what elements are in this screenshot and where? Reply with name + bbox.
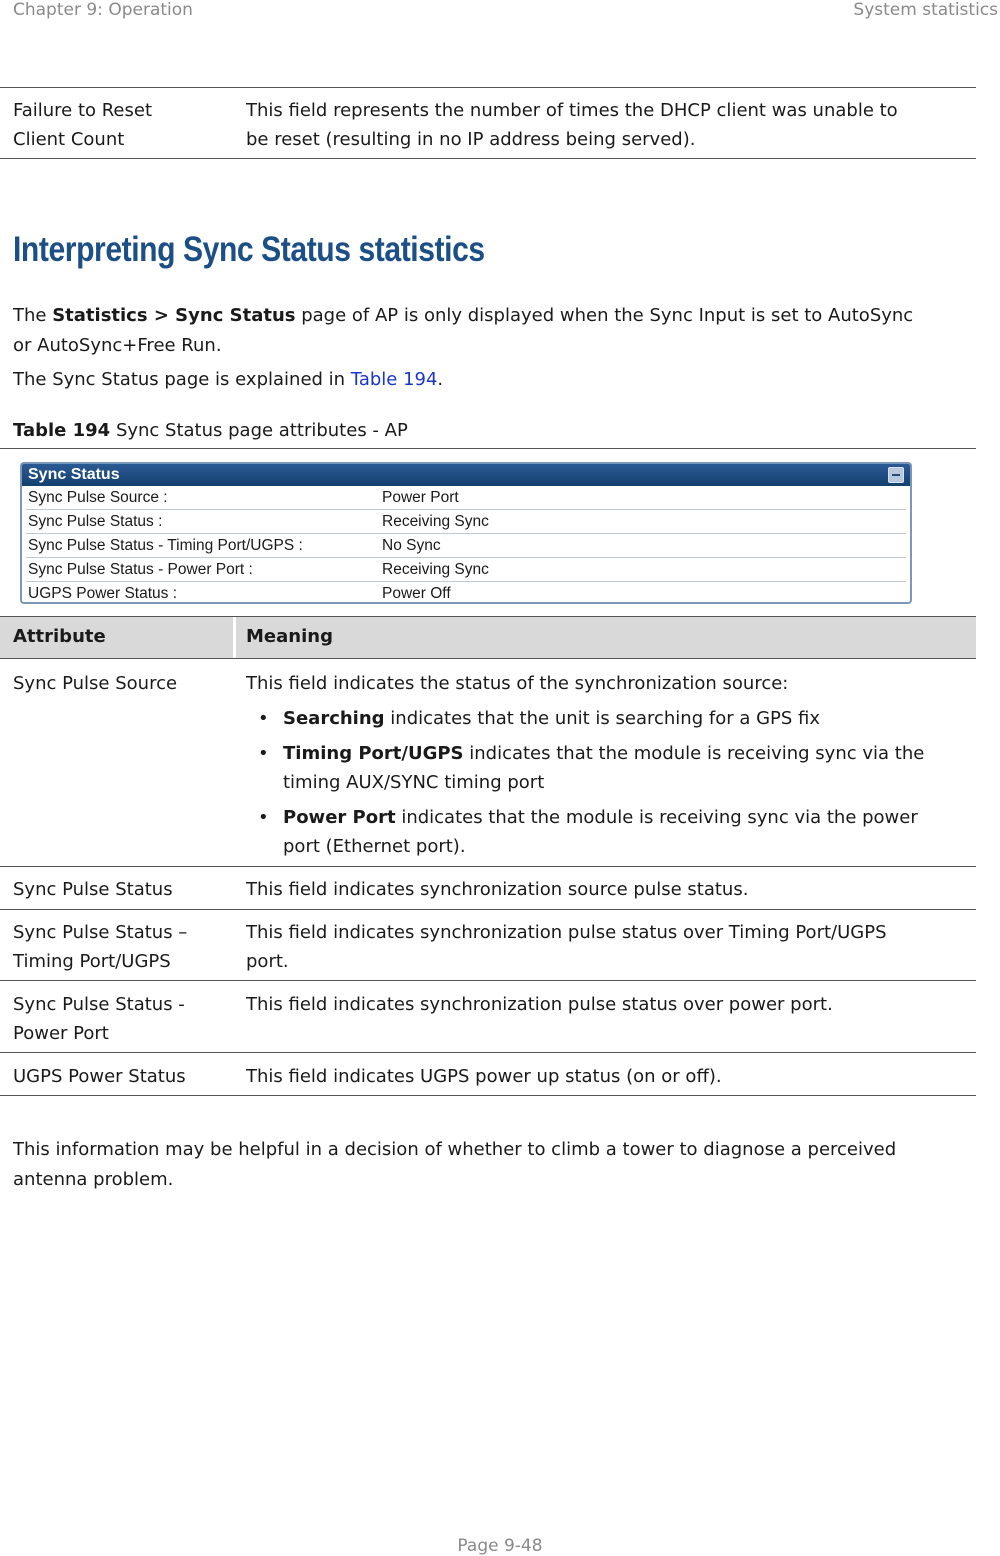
table-header (0, 616, 976, 659)
closing-paragraph: This information may be helpful in a decision of whether to climb a tower to diagnose a perceived antenna problem. (13, 1139, 897, 1190)
meaning-cell: This field indicates the status of the synchronization source: (246, 673, 789, 694)
panel-row: Sync Pulse Status - Timing Port/UGPS : No Sync (26, 534, 906, 558)
section-heading: Interpreting Sync Status statistics (13, 230, 485, 269)
attribute-cell: UGPS Power Status (13, 1066, 186, 1087)
bullet-item: Timing Port/UGPS indicates that the module is receiving sync via the timing AUX/SYNC timing port (283, 743, 925, 793)
meaning-cell: This field indicates synchronization source pulse status. (246, 879, 749, 900)
table-rule (0, 909, 976, 910)
header-divider (233, 617, 236, 658)
panel-row: Sync Pulse Status - Power Port : Receiving Sync (26, 558, 906, 582)
table-rule (0, 448, 976, 449)
panel-row: Sync Pulse Status : Receiving Sync (26, 510, 906, 534)
meaning-cell: This field represents the number of times the DHCP client was unable to be reset (resulting in no IP address being served). (246, 100, 898, 150)
bullet-item: Searching indicates that the unit is searching for a GPS fix (283, 708, 821, 729)
table-194-link[interactable]: Table 194 (350, 369, 438, 390)
table-rule (0, 866, 976, 867)
table-rule (0, 980, 976, 981)
table-rule (0, 1095, 976, 1096)
table-rule (0, 158, 976, 159)
bullet-icon: • (258, 807, 269, 828)
bullet-icon: • (258, 708, 269, 729)
table-caption: Table 194 Sync Status page attributes - AP (13, 420, 408, 441)
sync-status-panel (20, 462, 912, 604)
attribute-cell: Sync Pulse Status – Timing Port/UGPS (13, 922, 188, 972)
attribute-cell: Sync Pulse Source (13, 673, 178, 694)
attribute-cell: Failure to Reset Client Count (13, 100, 153, 150)
meaning-cell: This field indicates synchronization pulse status over Timing Port/UGPS port. (246, 922, 887, 972)
meaning-cell: This field indicates UGPS power up status (on or off). (246, 1066, 722, 1087)
panel-title-bar: Sync Status (22, 464, 910, 486)
attribute-header: Attribute (13, 626, 106, 647)
meaning-cell: This field indicates synchronization pulse status over power port. (246, 994, 833, 1015)
intro-paragraph: The Statistics > Sync Status page of AP is only displayed when the Sync Input is set to AutoSync or AutoSync+Free Run. (13, 305, 914, 356)
table-rule (0, 1052, 976, 1053)
bullet-item: Power Port indicates that the module is receiving sync via the power port (Ethernet port). (283, 807, 918, 857)
attribute-cell: Sync Pulse Status - Power Port (13, 994, 185, 1044)
panel-row: Sync Pulse Source : Power Port (26, 486, 906, 510)
section-header: System statistics (853, 0, 998, 20)
page-number: Page 9-48 (457, 1536, 543, 1556)
attribute-cell: Sync Pulse Status (13, 879, 173, 900)
meaning-header: Meaning (246, 626, 333, 647)
table-rule (0, 87, 976, 88)
panel-row: UGPS Power Status : Power Off (28, 585, 451, 602)
menu-path: Statistics > Sync Status (52, 305, 296, 326)
collapse-icon[interactable] (888, 467, 904, 483)
bullet-icon: • (258, 743, 269, 764)
reference-paragraph: The Sync Status page is explained in Table 194. (13, 369, 444, 390)
chapter-header: Chapter 9: Operation (13, 0, 193, 20)
